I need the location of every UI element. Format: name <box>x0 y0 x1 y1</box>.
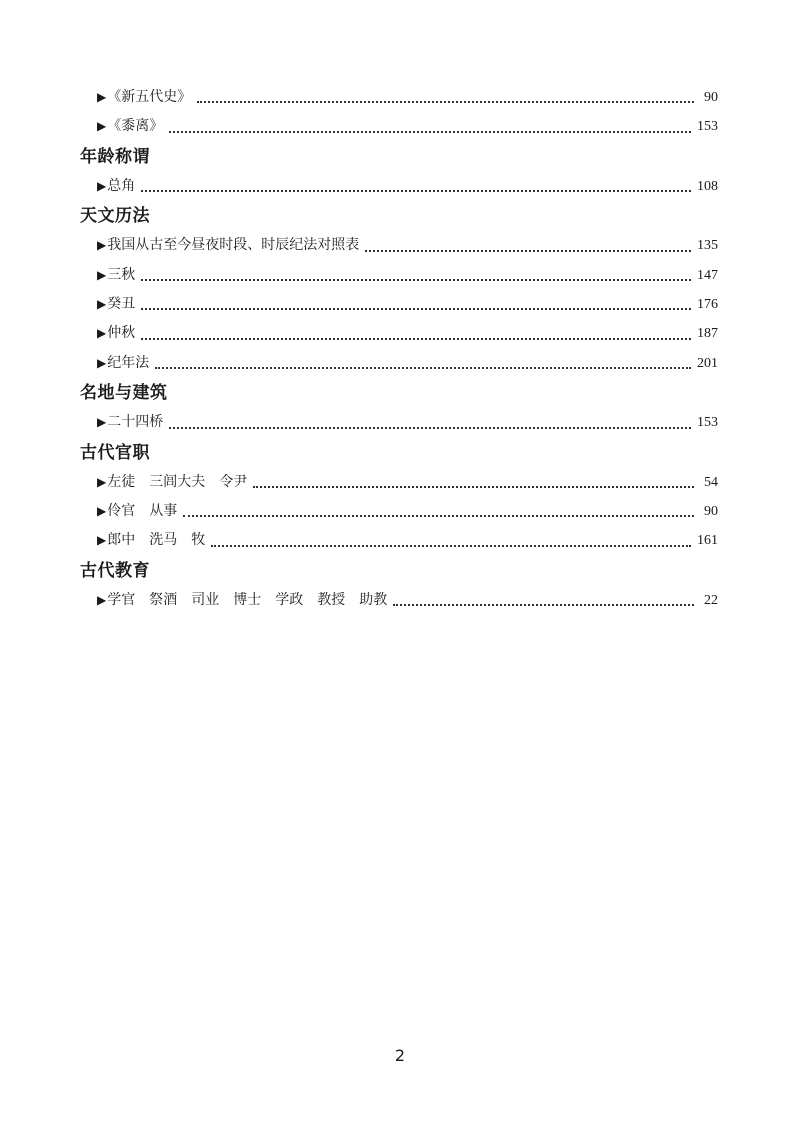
bullet-arrow-icon: ▶ <box>97 415 107 430</box>
entry-page-number: 153 <box>697 119 718 135</box>
dot-leader <box>253 485 694 488</box>
entry-page-number: 90 <box>704 503 718 519</box>
bullet-arrow-icon: ▶ <box>97 238 107 253</box>
entry-label: 《黍离》 <box>107 118 164 135</box>
dot-leader <box>393 603 694 606</box>
section-heading: 年龄称谓 <box>80 146 150 167</box>
dot-leader <box>183 514 694 517</box>
page-number: 2 <box>394 1046 406 1065</box>
entry-page-number: 187 <box>697 326 718 342</box>
dot-leader <box>211 544 691 547</box>
entry-page-number: 147 <box>697 267 718 283</box>
bullet-arrow-icon: ▶ <box>97 355 107 370</box>
entry-label: 学官 祭酒 司业 博士 学政 教授 助教 <box>107 591 388 608</box>
toc-entry[interactable] <box>80 172 718 201</box>
dot-leader <box>365 249 691 252</box>
entry-page-number: 54 <box>704 474 718 490</box>
entry-page-number: 108 <box>697 178 718 194</box>
bullet-arrow-icon: ▶ <box>97 503 107 518</box>
toc-section <box>80 378 718 437</box>
dot-leader <box>141 307 691 310</box>
bullet-arrow-icon: ▶ <box>97 296 107 311</box>
table-of-contents <box>80 83 718 615</box>
dot-leader <box>169 426 691 429</box>
dot-leader <box>141 278 691 281</box>
toc-section <box>80 142 718 201</box>
toc-entry[interactable] <box>80 526 718 555</box>
entry-label: 总角 <box>107 177 136 194</box>
entry-label: 郎中 洗马 牧 <box>107 532 206 549</box>
toc-entry[interactable] <box>80 231 718 260</box>
bullet-arrow-icon: ▶ <box>97 533 107 548</box>
toc-entry[interactable] <box>80 290 718 319</box>
bullet-arrow-icon: ▶ <box>97 119 107 134</box>
dot-leader <box>197 100 694 103</box>
bullet-arrow-icon: ▶ <box>97 326 107 341</box>
entry-label: 《新五代史》 <box>107 88 192 105</box>
entry-page-number: 135 <box>697 238 718 254</box>
entry-label: 伶官 从事 <box>107 502 178 519</box>
entry-label: 左徒 三闾大夫 令尹 <box>107 473 248 490</box>
entry-page-number: 153 <box>697 415 718 431</box>
toc-entry[interactable] <box>80 586 718 615</box>
bullet-arrow-icon: ▶ <box>97 89 107 104</box>
toc-entry[interactable] <box>80 349 718 378</box>
entry-label: 我国从古至今昼夜时段、时辰纪法对照表 <box>107 237 360 254</box>
bullet-arrow-icon: ▶ <box>97 474 107 489</box>
toc-entry[interactable] <box>80 261 718 290</box>
bullet-arrow-icon: ▶ <box>97 267 107 282</box>
entry-page-number: 201 <box>697 355 718 371</box>
section-heading: 古代官职 <box>80 442 150 463</box>
dot-leader <box>141 337 691 340</box>
entry-label: 三秋 <box>107 266 136 283</box>
toc-entry[interactable] <box>80 319 718 348</box>
toc-entry[interactable] <box>80 497 718 526</box>
section-heading: 名地与建筑 <box>80 383 168 404</box>
dot-leader <box>141 189 691 192</box>
entry-page-number: 90 <box>704 89 718 105</box>
entry-label: 纪年法 <box>107 354 150 371</box>
toc-entry[interactable] <box>80 468 718 497</box>
entry-page-number: 161 <box>697 533 718 549</box>
section-heading: 天文历法 <box>80 206 150 227</box>
toc-section <box>80 438 718 556</box>
bullet-arrow-icon: ▶ <box>97 592 107 607</box>
entry-label: 仲秋 <box>107 325 136 342</box>
dot-leader <box>155 366 691 369</box>
toc-entry[interactable] <box>80 112 718 141</box>
toc-entry[interactable] <box>80 408 718 437</box>
bullet-arrow-icon: ▶ <box>97 178 107 193</box>
entry-label: 二十四桥 <box>107 414 164 431</box>
toc-entry[interactable] <box>80 83 718 112</box>
section-heading: 古代教育 <box>80 560 150 581</box>
toc-section <box>80 83 718 142</box>
entry-label: 癸丑 <box>107 295 136 312</box>
dot-leader <box>169 130 691 133</box>
toc-section <box>80 556 718 615</box>
entry-page-number: 176 <box>697 296 718 312</box>
toc-section <box>80 201 718 378</box>
entry-page-number: 22 <box>704 592 718 608</box>
